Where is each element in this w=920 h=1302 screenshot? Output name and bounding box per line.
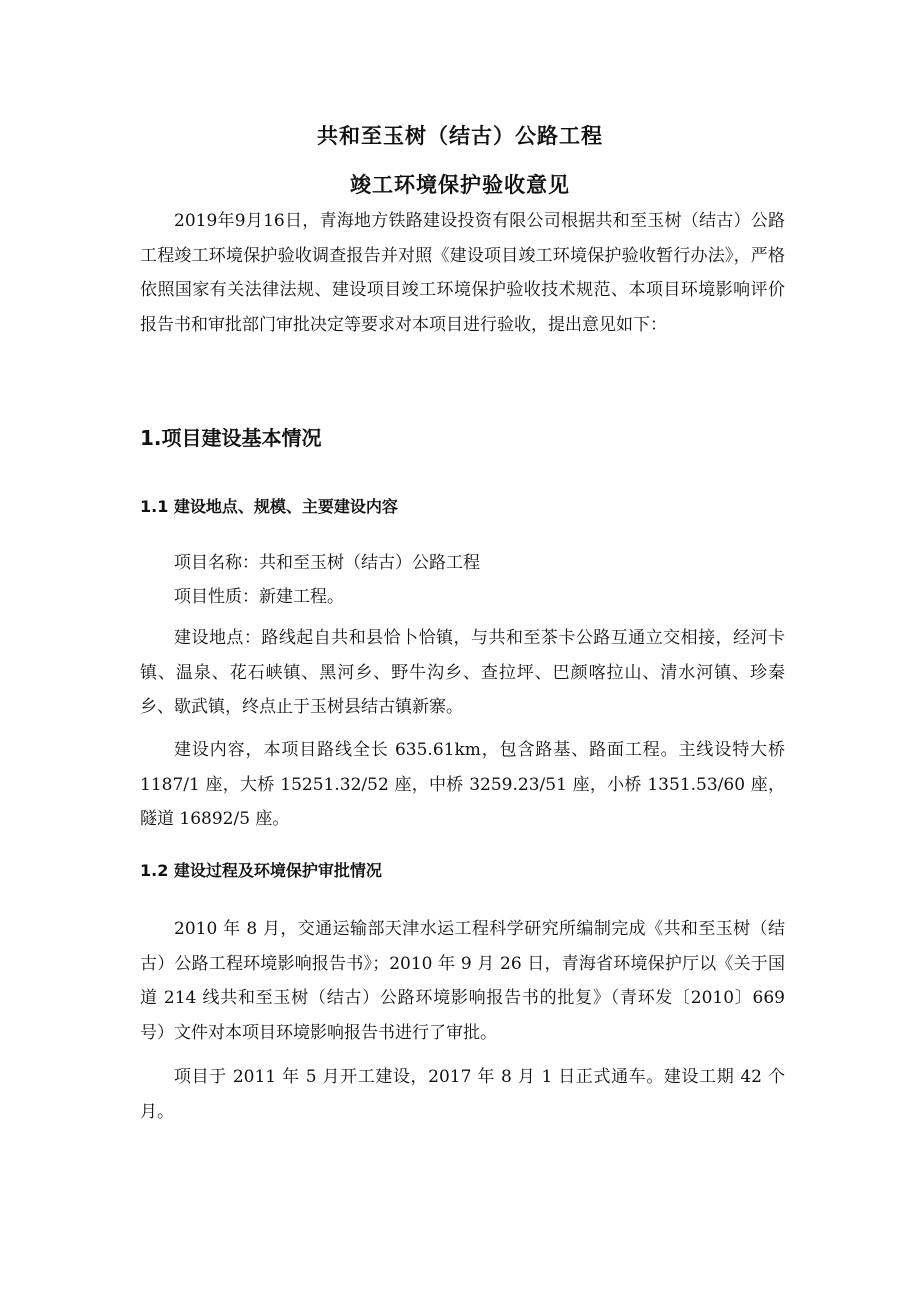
document-subtitle: 竣工环境保护验收意见 <box>350 173 570 197</box>
content-paragraph: 建设内容，本项目路线全长 635.61km，包含路基、路面工程。主线设特大桥 1187/1 座，大桥 15251.32/52 座，中桥 3259.23/51 座，小桥 1351.53/60 座，隧道 16892/5 座。 <box>140 740 785 829</box>
approval-paragraph: 2010 年 8 月，交通运输部天津水运工程科学研究所编制完成《共和至玉树（结古）公路工程环境影响报告书》；2010 年 9 月 26 日，青海省环境保护厅以《关于国道 214 线共和至玉树（结古）公路环境影响报告书的批复》（青环发〔2010〕669 号）文件对本项目环境影响报告书进行了审批。 <box>140 919 785 1043</box>
section-1-1-heading: 1.1 建设地点、规模、主要建设内容 <box>140 497 398 516</box>
schedule-paragraph: 项目于 2011 年 5 月开工建设，2017 年 8 月 1 日正式通车。建设工期 42 个月。 <box>140 1067 785 1122</box>
section-1-2-heading: 1.2 建设过程及环境保护审批情况 <box>140 861 382 880</box>
project-nature-paragraph: 项目性质：新建工程。 <box>174 587 344 607</box>
project-name-paragraph: 项目名称：共和至玉树（结古）公路工程 <box>174 553 480 573</box>
document-title: 共和至玉树（结古）公路工程 <box>317 124 603 148</box>
location-paragraph: 建设地点：路线起自共和县恰卜恰镇，与共和至茶卡公路互通立交相接，经河卡镇、温泉、花石峡镇、黑河乡、野牛沟乡、查拉坪、巴颜喀拉山、清水河镇、珍秦乡、歇武镇，终点止于玉树县结古镇新寨。 <box>140 628 785 717</box>
section-1-heading: 1.项目建设基本情况 <box>140 426 322 450</box>
intro-paragraph: 2019年9月16日，青海地方铁路建设投资有限公司根据共和至玉树（结古）公路工程竣工环境保护验收调查报告并对照《建设项目竣工环境保护验收暂行办法》，严格依照国家有关法律法规、建设项目竣工环境保护验收技术规范、本项目环境影响评价报告书和审批部门审批决定等要求对本项目进行验收，提出意见如下： <box>140 211 785 335</box>
